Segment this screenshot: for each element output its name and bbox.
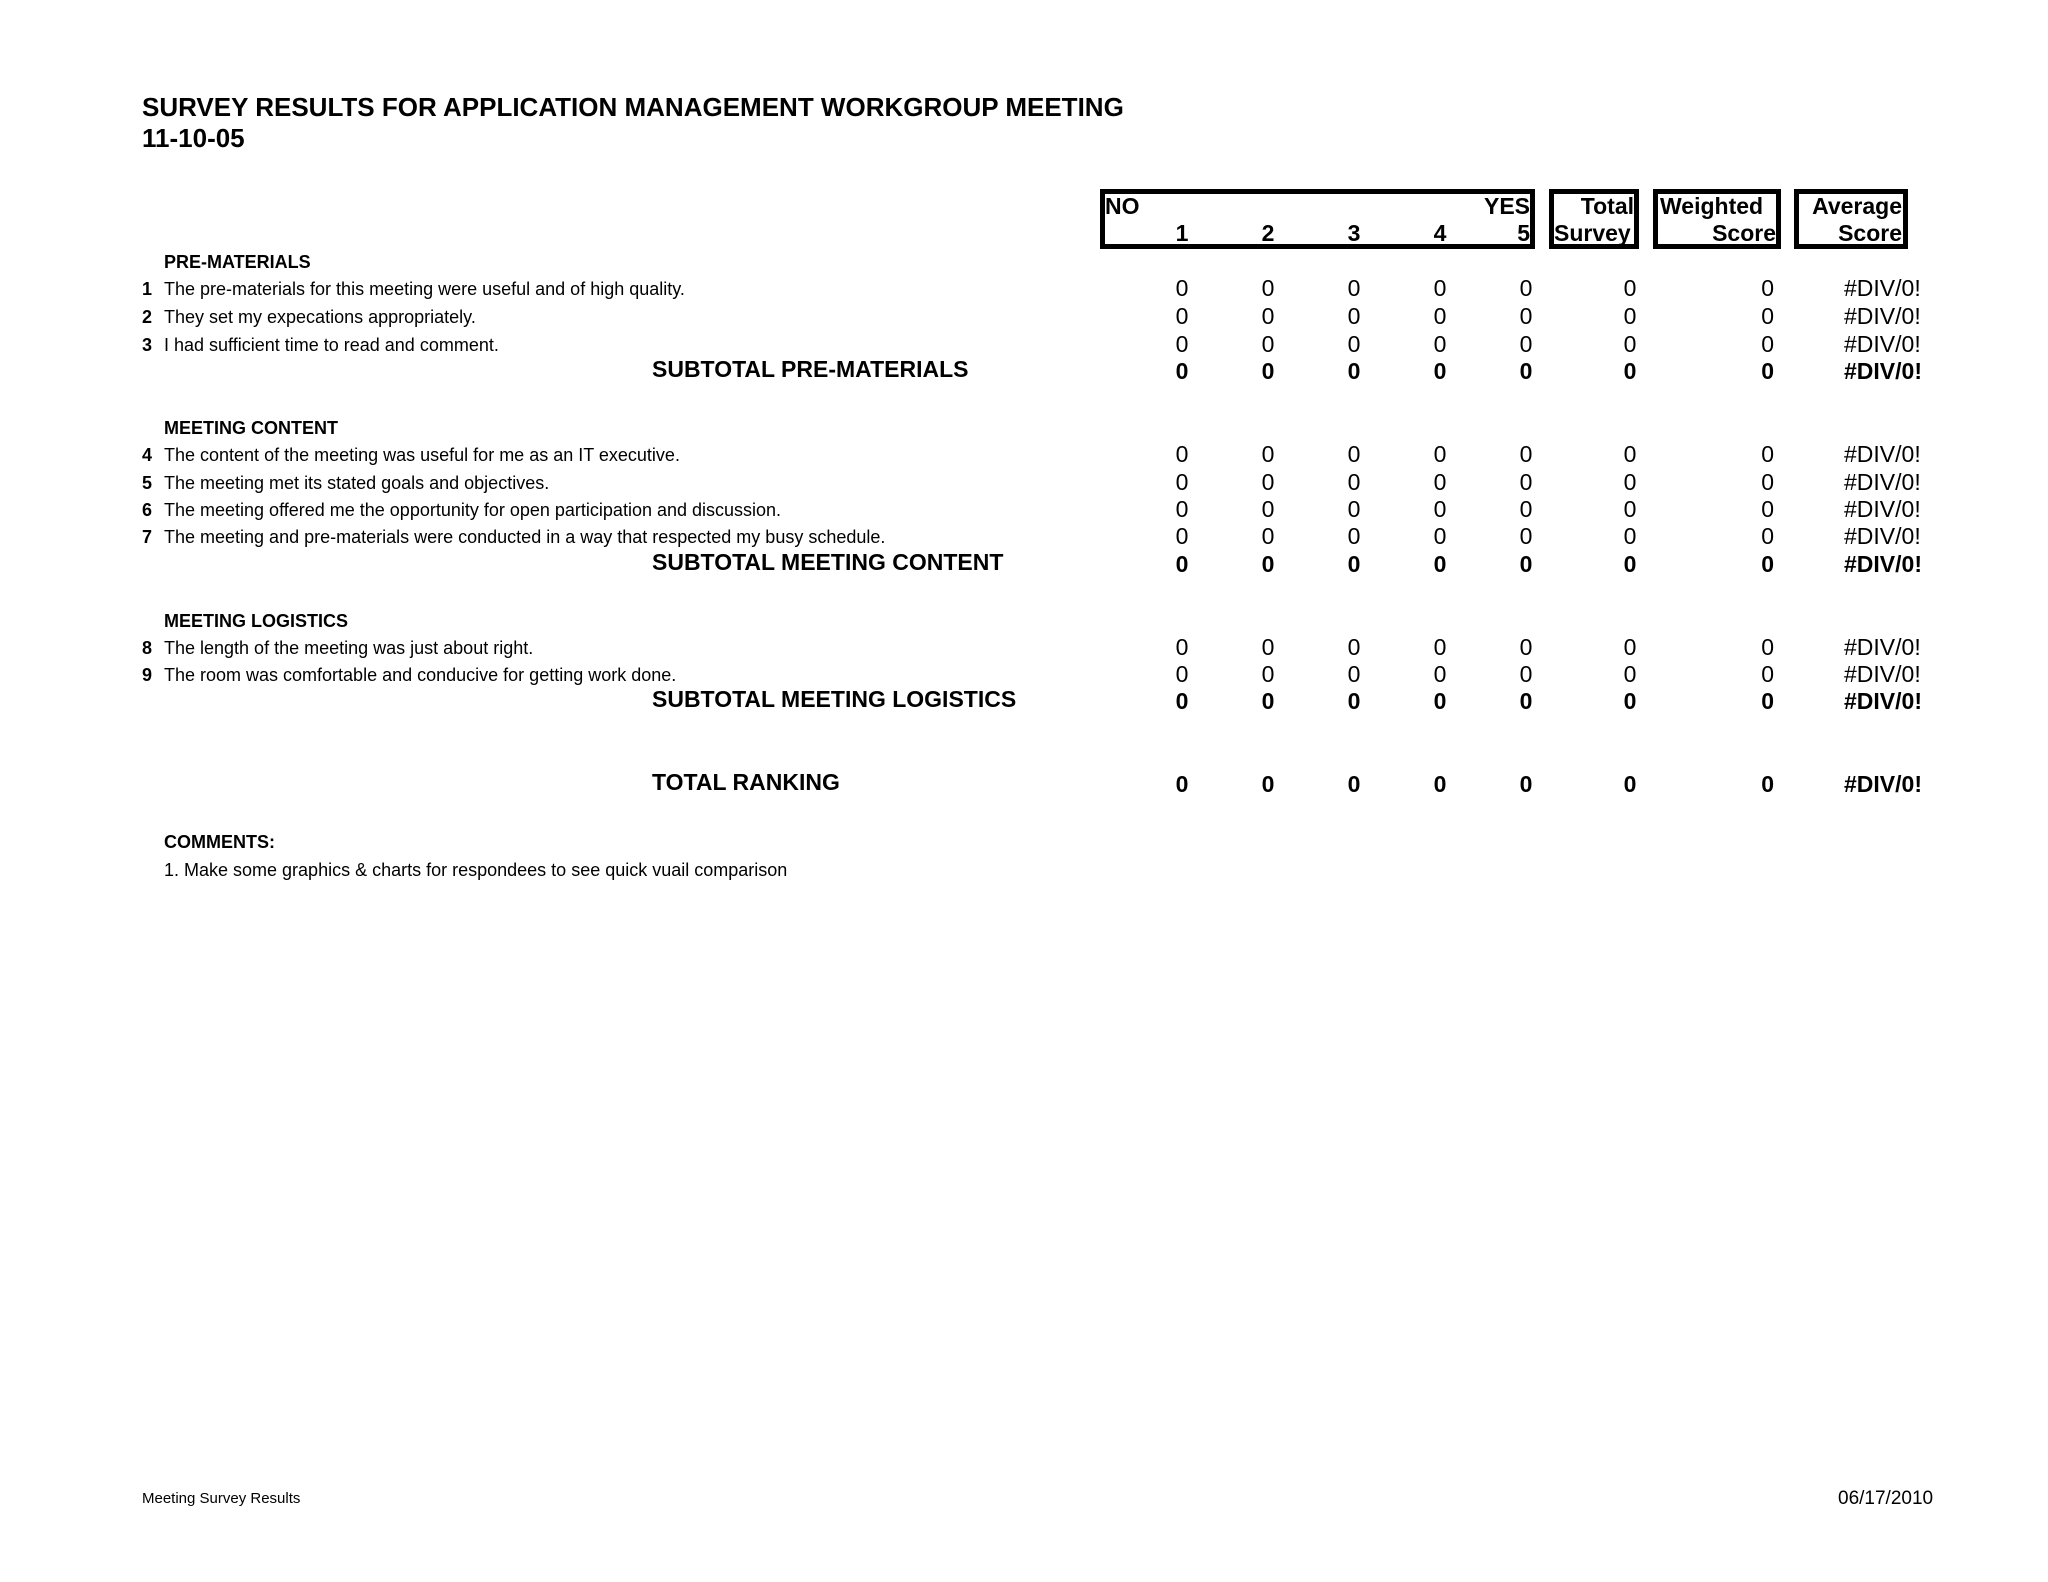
value-scale-3: 0 — [1347, 661, 1361, 687]
value-total-survey: 0 — [1623, 523, 1637, 549]
subtotal-scale-4: 0 — [1433, 551, 1447, 577]
question-number: 2 — [142, 307, 153, 327]
total-scale-5: 0 — [1519, 771, 1533, 797]
question-text: The room was comfortable and conducive for getting work done. — [164, 665, 677, 685]
value-scale-5: 0 — [1519, 523, 1533, 549]
value-average-score: #DIV/0! — [1844, 634, 1921, 660]
scale-3-label: 3 — [1347, 220, 1361, 246]
value-scale-2: 0 — [1261, 441, 1275, 467]
value-weighted-score: 0 — [1761, 469, 1774, 495]
value-scale-2: 0 — [1261, 496, 1275, 522]
section-heading-meeting-content: MEETING CONTENT — [164, 418, 338, 438]
total-scale-3: 0 — [1347, 771, 1361, 797]
value-scale-4: 0 — [1433, 275, 1447, 301]
scale-5-label: 5 — [1517, 220, 1530, 246]
value-weighted-score: 0 — [1761, 331, 1774, 357]
subtotal-scale-2: 0 — [1261, 358, 1275, 384]
value-total-survey: 0 — [1623, 661, 1637, 687]
subtotal-label: SUBTOTAL PRE-MATERIALS — [652, 356, 969, 382]
subtotal-total-survey: 0 — [1623, 358, 1637, 384]
value-average-score: #DIV/0! — [1844, 496, 1921, 522]
value-scale-3: 0 — [1347, 496, 1361, 522]
subtotal-label: SUBTOTAL MEETING CONTENT — [652, 549, 1004, 575]
value-scale-2: 0 — [1261, 275, 1275, 301]
question-text: They set my expecations appropriately. — [164, 307, 476, 327]
question-number: 3 — [142, 335, 153, 355]
question-number: 8 — [142, 638, 153, 658]
value-scale-1: 0 — [1175, 303, 1189, 329]
question-text: The pre-materials for this meeting were useful and of high quality. — [164, 279, 685, 299]
value-scale-4: 0 — [1433, 469, 1447, 495]
question-text: The meeting offered me the opportunity for open participation and discussion. — [164, 500, 782, 520]
value-average-score: #DIV/0! — [1844, 441, 1921, 467]
subtotal-scale-5: 0 — [1519, 358, 1533, 384]
subtotal-average-score: #DIV/0! — [1844, 688, 1922, 714]
value-scale-4: 0 — [1433, 303, 1447, 329]
subtotal-scale-4: 0 — [1433, 358, 1447, 384]
value-scale-3: 0 — [1347, 634, 1361, 660]
value-scale-5: 0 — [1519, 303, 1533, 329]
value-scale-2: 0 — [1261, 523, 1275, 549]
value-scale-4: 0 — [1433, 661, 1447, 687]
value-average-score: #DIV/0! — [1844, 303, 1921, 329]
value-scale-1: 0 — [1175, 661, 1189, 687]
total-scale-1: 0 — [1175, 771, 1189, 797]
scale-header-box — [1100, 189, 1535, 249]
value-scale-2: 0 — [1261, 634, 1275, 660]
value-total-survey: 0 — [1623, 275, 1637, 301]
value-scale-2: 0 — [1261, 303, 1275, 329]
value-scale-1: 0 — [1175, 331, 1189, 357]
subtotal-weighted-score: 0 — [1761, 551, 1774, 577]
value-weighted-score: 0 — [1761, 496, 1774, 522]
total-header-line2: Survey — [1554, 220, 1631, 246]
value-scale-4: 0 — [1433, 441, 1447, 467]
value-total-survey: 0 — [1623, 469, 1637, 495]
question-number: 7 — [142, 527, 153, 547]
subtotal-scale-2: 0 — [1261, 551, 1275, 577]
value-total-survey: 0 — [1623, 441, 1637, 467]
question-text: The meeting met its stated goals and objectives. — [164, 473, 550, 493]
question-number: 6 — [142, 500, 153, 520]
subtotal-average-score: #DIV/0! — [1844, 358, 1922, 384]
value-scale-1: 0 — [1175, 496, 1189, 522]
value-scale-4: 0 — [1433, 496, 1447, 522]
subtotal-weighted-score: 0 — [1761, 688, 1774, 714]
value-scale-5: 0 — [1519, 441, 1533, 467]
section-heading-meeting-logistics: MEETING LOGISTICS — [164, 611, 349, 631]
question-text: The content of the meeting was useful for me as an IT executive. — [164, 445, 680, 465]
subtotal-total-survey: 0 — [1623, 551, 1637, 577]
question-number: 5 — [142, 473, 153, 493]
subtotal-scale-5: 0 — [1519, 551, 1533, 577]
value-scale-5: 0 — [1519, 634, 1533, 660]
question-text: I had sufficient time to read and comment. — [164, 335, 499, 355]
average-header-line1: Average — [1812, 193, 1902, 219]
weighted-header-line2: Score — [1712, 220, 1776, 246]
value-weighted-score: 0 — [1761, 303, 1774, 329]
value-scale-2: 0 — [1261, 331, 1275, 357]
total-ranking-label: TOTAL RANKING — [652, 769, 840, 795]
total-header-line1: Total — [1580, 193, 1634, 219]
report-title-line1: SURVEY RESULTS FOR APPLICATION MANAGEMENT WORKGROUP MEETING — [142, 92, 1124, 122]
value-scale-5: 0 — [1519, 469, 1533, 495]
footer-date: 06/17/2010 — [1838, 1488, 1934, 1509]
value-scale-4: 0 — [1433, 331, 1447, 357]
subtotal-weighted-score: 0 — [1761, 358, 1774, 384]
total-scale-4: 0 — [1433, 771, 1447, 797]
value-scale-1: 0 — [1175, 634, 1189, 660]
value-weighted-score: 0 — [1761, 441, 1774, 467]
yes-label: YES — [1484, 193, 1531, 219]
value-scale-4: 0 — [1433, 523, 1447, 549]
subtotal-scale-3: 0 — [1347, 358, 1361, 384]
value-scale-2: 0 — [1261, 661, 1275, 687]
total-average-score: #DIV/0! — [1844, 771, 1922, 797]
subtotal-scale-1: 0 — [1175, 551, 1189, 577]
average-header-line2: Score — [1838, 220, 1902, 246]
value-scale-5: 0 — [1519, 661, 1533, 687]
value-total-survey: 0 — [1623, 331, 1637, 357]
total-weighted-score: 0 — [1761, 771, 1774, 797]
subtotal-average-score: #DIV/0! — [1844, 551, 1922, 577]
value-total-survey: 0 — [1623, 496, 1637, 522]
question-number: 1 — [142, 279, 153, 299]
value-average-score: #DIV/0! — [1844, 275, 1921, 301]
footer-left-label: Meeting Survey Results — [142, 1490, 301, 1507]
subtotal-scale-5: 0 — [1519, 688, 1533, 714]
question-number: 4 — [142, 445, 153, 465]
question-text: The length of the meeting was just about right. — [164, 638, 534, 658]
value-weighted-score: 0 — [1761, 275, 1774, 301]
value-average-score: #DIV/0! — [1844, 469, 1921, 495]
value-total-survey: 0 — [1623, 303, 1637, 329]
comments-heading: COMMENTS: — [164, 832, 275, 852]
report-title — [142, 92, 1124, 154]
value-scale-1: 0 — [1175, 275, 1189, 301]
scale-2-label: 2 — [1261, 220, 1275, 246]
total-scale-2: 0 — [1261, 771, 1275, 797]
value-weighted-score: 0 — [1761, 634, 1774, 660]
value-scale-5: 0 — [1519, 275, 1533, 301]
value-scale-2: 0 — [1261, 469, 1275, 495]
subtotal-scale-2: 0 — [1261, 688, 1275, 714]
question-number: 9 — [142, 665, 153, 685]
value-scale-5: 0 — [1519, 331, 1533, 357]
value-scale-5: 0 — [1519, 496, 1533, 522]
value-scale-1: 0 — [1175, 441, 1189, 467]
section-heading-pre-materials: PRE-MATERIALS — [164, 252, 311, 272]
subtotal-scale-4: 0 — [1433, 688, 1447, 714]
subtotal-label: SUBTOTAL MEETING LOGISTICS — [652, 686, 1017, 712]
value-weighted-score: 0 — [1761, 661, 1774, 687]
value-scale-3: 0 — [1347, 523, 1361, 549]
question-text: The meeting and pre-materials were conducted in a way that respected my busy schedule. — [164, 527, 886, 547]
weighted-header-line1: Weighted — [1660, 193, 1764, 219]
value-scale-3: 0 — [1347, 275, 1361, 301]
subtotal-scale-3: 0 — [1347, 551, 1361, 577]
subtotal-scale-1: 0 — [1175, 358, 1189, 384]
value-average-score: #DIV/0! — [1844, 523, 1921, 549]
subtotal-scale-3: 0 — [1347, 688, 1361, 714]
value-average-score: #DIV/0! — [1844, 331, 1921, 357]
report-date: 11-10-05 — [142, 123, 245, 153]
value-scale-3: 0 — [1347, 331, 1361, 357]
value-scale-3: 0 — [1347, 441, 1361, 467]
no-label: NO — [1105, 193, 1140, 219]
value-scale-3: 0 — [1347, 469, 1361, 495]
value-scale-3: 0 — [1347, 303, 1361, 329]
comment-item: 1. Make some graphics & charts for respondees to see quick vuail comparison — [164, 860, 788, 880]
subtotal-scale-1: 0 — [1175, 688, 1189, 714]
value-scale-1: 0 — [1175, 523, 1189, 549]
total-total-survey: 0 — [1623, 771, 1637, 797]
subtotal-total-survey: 0 — [1623, 688, 1637, 714]
value-average-score: #DIV/0! — [1844, 661, 1921, 687]
scale-1-label: 1 — [1175, 220, 1189, 246]
value-total-survey: 0 — [1623, 634, 1637, 660]
value-scale-4: 0 — [1433, 634, 1447, 660]
value-weighted-score: 0 — [1761, 523, 1774, 549]
value-scale-1: 0 — [1175, 469, 1189, 495]
scale-4-label: 4 — [1433, 220, 1447, 246]
